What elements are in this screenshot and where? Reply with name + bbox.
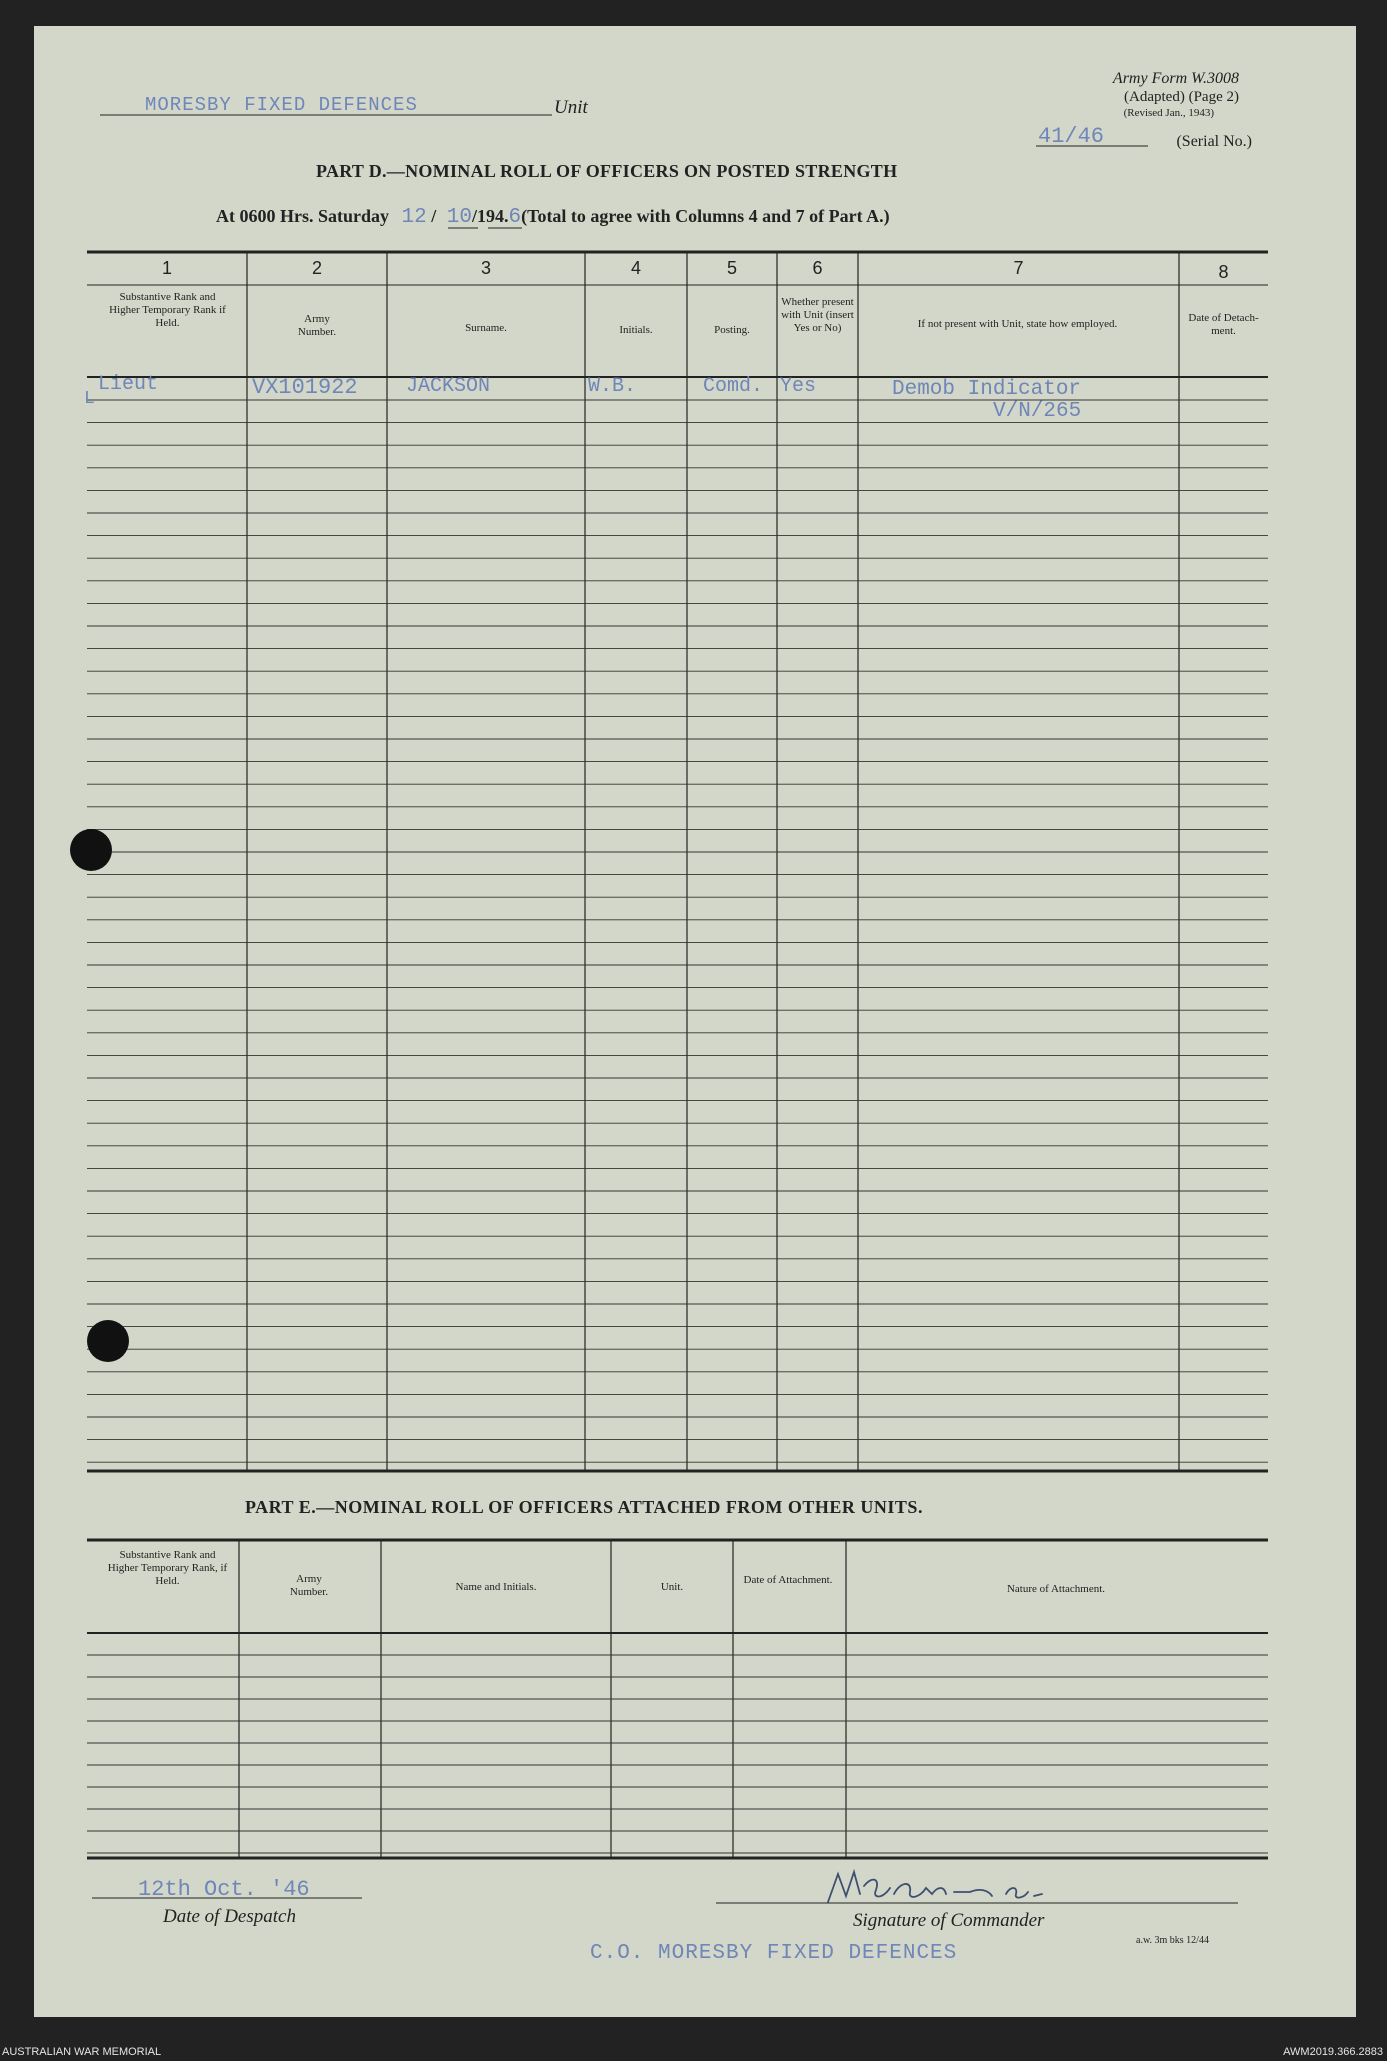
form-revised: (Revised Jan., 1943) xyxy=(1123,107,1214,119)
col-number-3: 3 xyxy=(480,258,491,278)
serial-label: (Serial No.) xyxy=(1176,133,1252,150)
col-header-surname: Surname. xyxy=(465,322,507,334)
entry-rank-underline-mark: L xyxy=(84,389,95,409)
caption-left: AUSTRALIAN WAR MEMORIAL xyxy=(2,2046,162,2058)
unit-value: MORESBY FIXED DEFENCES xyxy=(145,94,418,116)
part-d-title: PART D.—NOMINAL ROLL OF OFFICERS ON POSTED STRENGTH xyxy=(316,161,898,181)
entry-army-number: VX101922 xyxy=(252,375,358,400)
form-number: Army Form W.3008 xyxy=(1112,70,1239,87)
entry-employed-line2: V/N/265 xyxy=(993,400,1082,423)
e-header-date: Date of Attachment. xyxy=(743,1574,833,1586)
date-prefix: At 0600 Hrs. Saturday xyxy=(216,206,390,226)
entry-rank: Lieut xyxy=(98,373,159,396)
form-adapted: (Adapted) (Page 2) xyxy=(1124,89,1239,105)
col-header-detachment: Date of Detach-ment. xyxy=(1188,312,1259,337)
date-slash: / xyxy=(431,206,437,226)
print-code: a.w. 3m bks 12/44 xyxy=(1136,1935,1209,1946)
col-header-rank: Substantive Rank and Higher Temporary Rank if Held. xyxy=(109,291,226,329)
col-number-4: 4 xyxy=(630,258,641,278)
col-number-7: 7 xyxy=(1013,258,1024,278)
col-number-2: 2 xyxy=(311,258,322,278)
date-line xyxy=(216,206,890,229)
col-number-8: 8 xyxy=(1218,262,1229,282)
serial-value: 41/46 xyxy=(1038,124,1105,149)
date-day: 12 xyxy=(401,206,427,229)
e-header-unit: Unit. xyxy=(660,1581,684,1593)
col-header-present: Whether present with Unit (insert Yes or No) xyxy=(781,296,854,334)
entry-surname: JACKSON xyxy=(406,375,491,398)
col-number-1: 1 xyxy=(161,258,172,278)
col-header-initials: Initials. xyxy=(619,324,653,336)
col-number-6: 6 xyxy=(812,258,823,278)
e-header-name: Name and Initials. xyxy=(455,1581,537,1593)
col-number-5: 5 xyxy=(726,258,737,278)
despatch-label: Date of Despatch xyxy=(163,1906,296,1927)
despatch-value: 12th Oct. '46 xyxy=(138,1877,310,1902)
e-header-rank: Substantive Rank and Higher Temporary Rank, if Held. xyxy=(107,1549,228,1587)
date-month: 10 xyxy=(446,206,472,229)
commander-stamp: C.O. MORESBY FIXED DEFENCES xyxy=(590,1942,958,1965)
date-year-prefix: /194. xyxy=(471,206,509,226)
entry-initials: W.B. xyxy=(588,375,637,398)
col-header-employed: If not present with Unit, state how employed. xyxy=(917,318,1118,330)
date-suffix: (Total to agree with Columns 4 and 7 of Part A.) xyxy=(521,206,890,226)
e-header-nature: Nature of Attachment. xyxy=(1006,1583,1106,1595)
entry-employed-line1: Demob Indicator xyxy=(892,378,1082,401)
part-e-title: PART E.—NOMINAL ROLL OF OFFICERS ATTACHED FROM OTHER UNITS. xyxy=(245,1497,923,1517)
col-header-army-number: Army Number. xyxy=(297,313,337,338)
e-header-army-number: Army Number. xyxy=(289,1573,329,1598)
caption-right: AWM2019.366.2883 xyxy=(1283,2046,1383,2058)
commander-signature xyxy=(820,1864,1090,1914)
col-header-posting: Posting. xyxy=(714,324,750,336)
signature-label: Signature of Commander xyxy=(853,1910,1045,1931)
punch-hole-lower xyxy=(87,1320,129,1362)
date-year-digit: 6 xyxy=(508,206,522,229)
entry-present: Yes xyxy=(780,375,817,398)
entry-posting: Comd. xyxy=(703,375,764,398)
unit-label: Unit xyxy=(554,97,588,118)
punch-hole-upper xyxy=(70,829,112,871)
